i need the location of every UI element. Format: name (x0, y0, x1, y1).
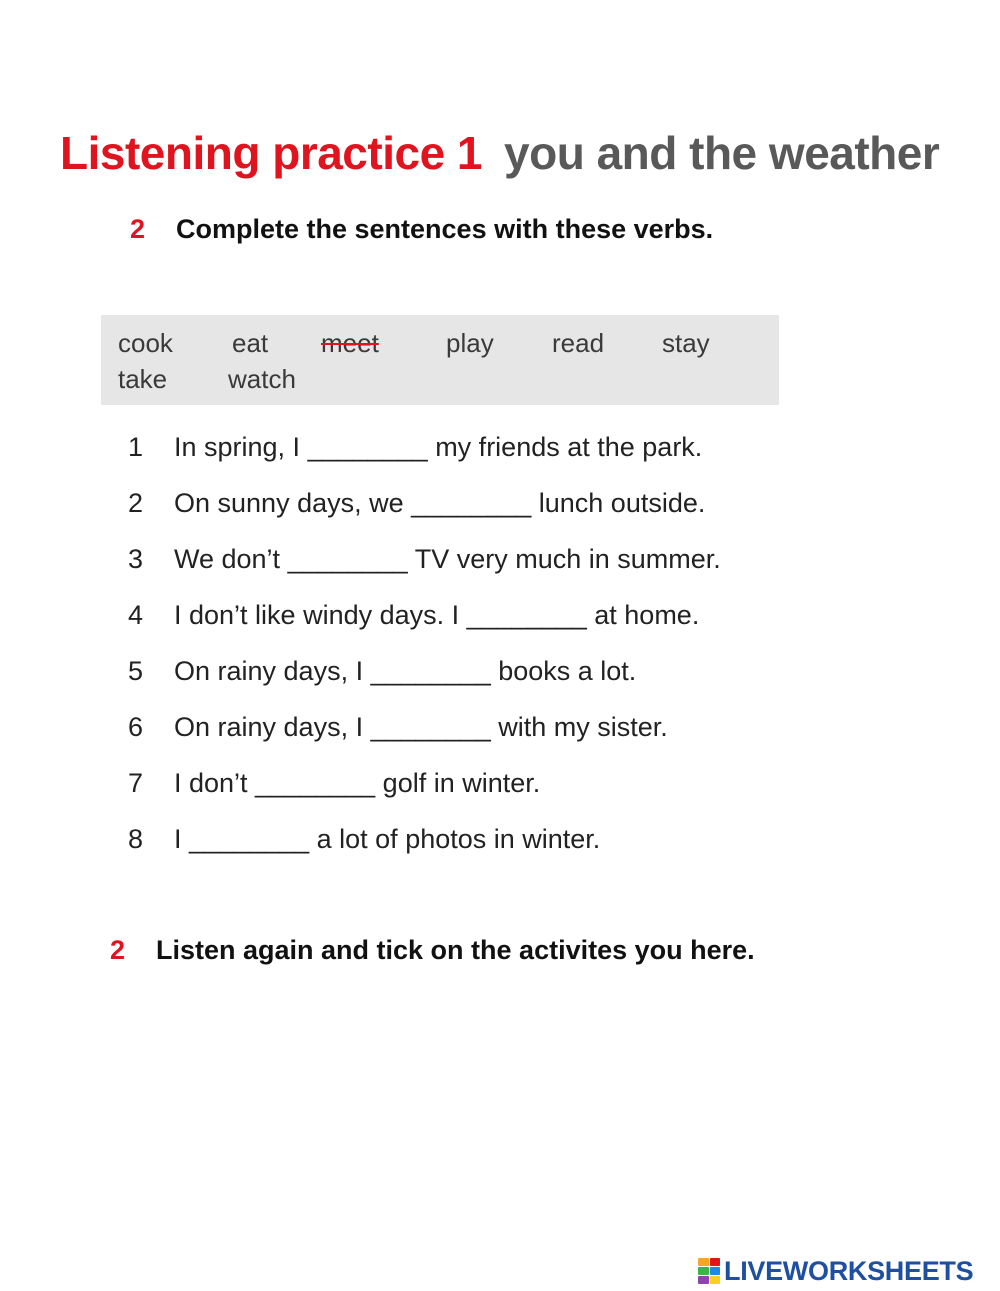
sentence-number: 6 (128, 712, 144, 742)
word-cook: cook (118, 328, 173, 358)
sentence-number: 1 (128, 432, 144, 462)
sentence-number: 2 (128, 488, 144, 518)
sentence-text: On rainy days, I ________ books a lot. (174, 656, 637, 686)
sentence-number: 8 (128, 824, 144, 854)
sentence-number: 7 (128, 768, 144, 798)
title-main: Listening practice 1 (60, 127, 483, 179)
sentence-3 (128, 543, 721, 575)
word-meet-struck: meet (321, 328, 379, 358)
sentence-text: On sunny days, we ________ lunch outside. (174, 488, 706, 518)
sentence-text: I ________ a lot of photos in winter. (174, 824, 601, 854)
sentence-text: I don’t ________ golf in winter. (174, 768, 541, 798)
exercise-1-text: Complete the sentences with these verbs. (176, 214, 714, 244)
sentence-text: On rainy days, I ________ with my sister. (174, 712, 668, 742)
sentence-number: 5 (128, 656, 144, 686)
word-box (101, 315, 779, 405)
sentence-number: 4 (128, 600, 144, 630)
logo-text: LIVEWORKSHEETS (724, 1255, 974, 1286)
exercise-2-text: Listen again and tick on the activites you here. (156, 935, 755, 965)
exercise-number: 2 (130, 214, 146, 244)
sentence-4 (128, 599, 699, 631)
word-eat: eat (232, 328, 269, 358)
word-stay: stay (662, 328, 710, 358)
sentence-5 (128, 655, 636, 687)
exercise-number: 2 (110, 935, 126, 965)
sentence-text: We don’t ________ TV very much in summer. (174, 544, 721, 574)
sentence-7 (128, 767, 540, 799)
sentence-text: In spring, I ________ my friends at the park. (174, 432, 703, 462)
sentence-text: I don’t like windy days. I ________ at home. (174, 600, 700, 630)
sentence-6 (128, 711, 668, 743)
word-play: play (446, 328, 494, 358)
title-sub: you and the weather (504, 127, 940, 179)
word-read: read (552, 328, 605, 358)
page-title (60, 128, 939, 179)
exercise-2-instruction (110, 934, 755, 966)
liveworksheets-logo (698, 1254, 973, 1288)
word-take: take (118, 364, 168, 394)
sentence-2 (128, 487, 705, 519)
logo-blocks-icon (698, 1258, 720, 1284)
word-watch: watch (228, 364, 296, 394)
sentence-number: 3 (128, 544, 144, 574)
sentence-1 (128, 431, 702, 463)
exercise-1-instruction (130, 213, 713, 245)
sentence-8 (128, 823, 600, 855)
